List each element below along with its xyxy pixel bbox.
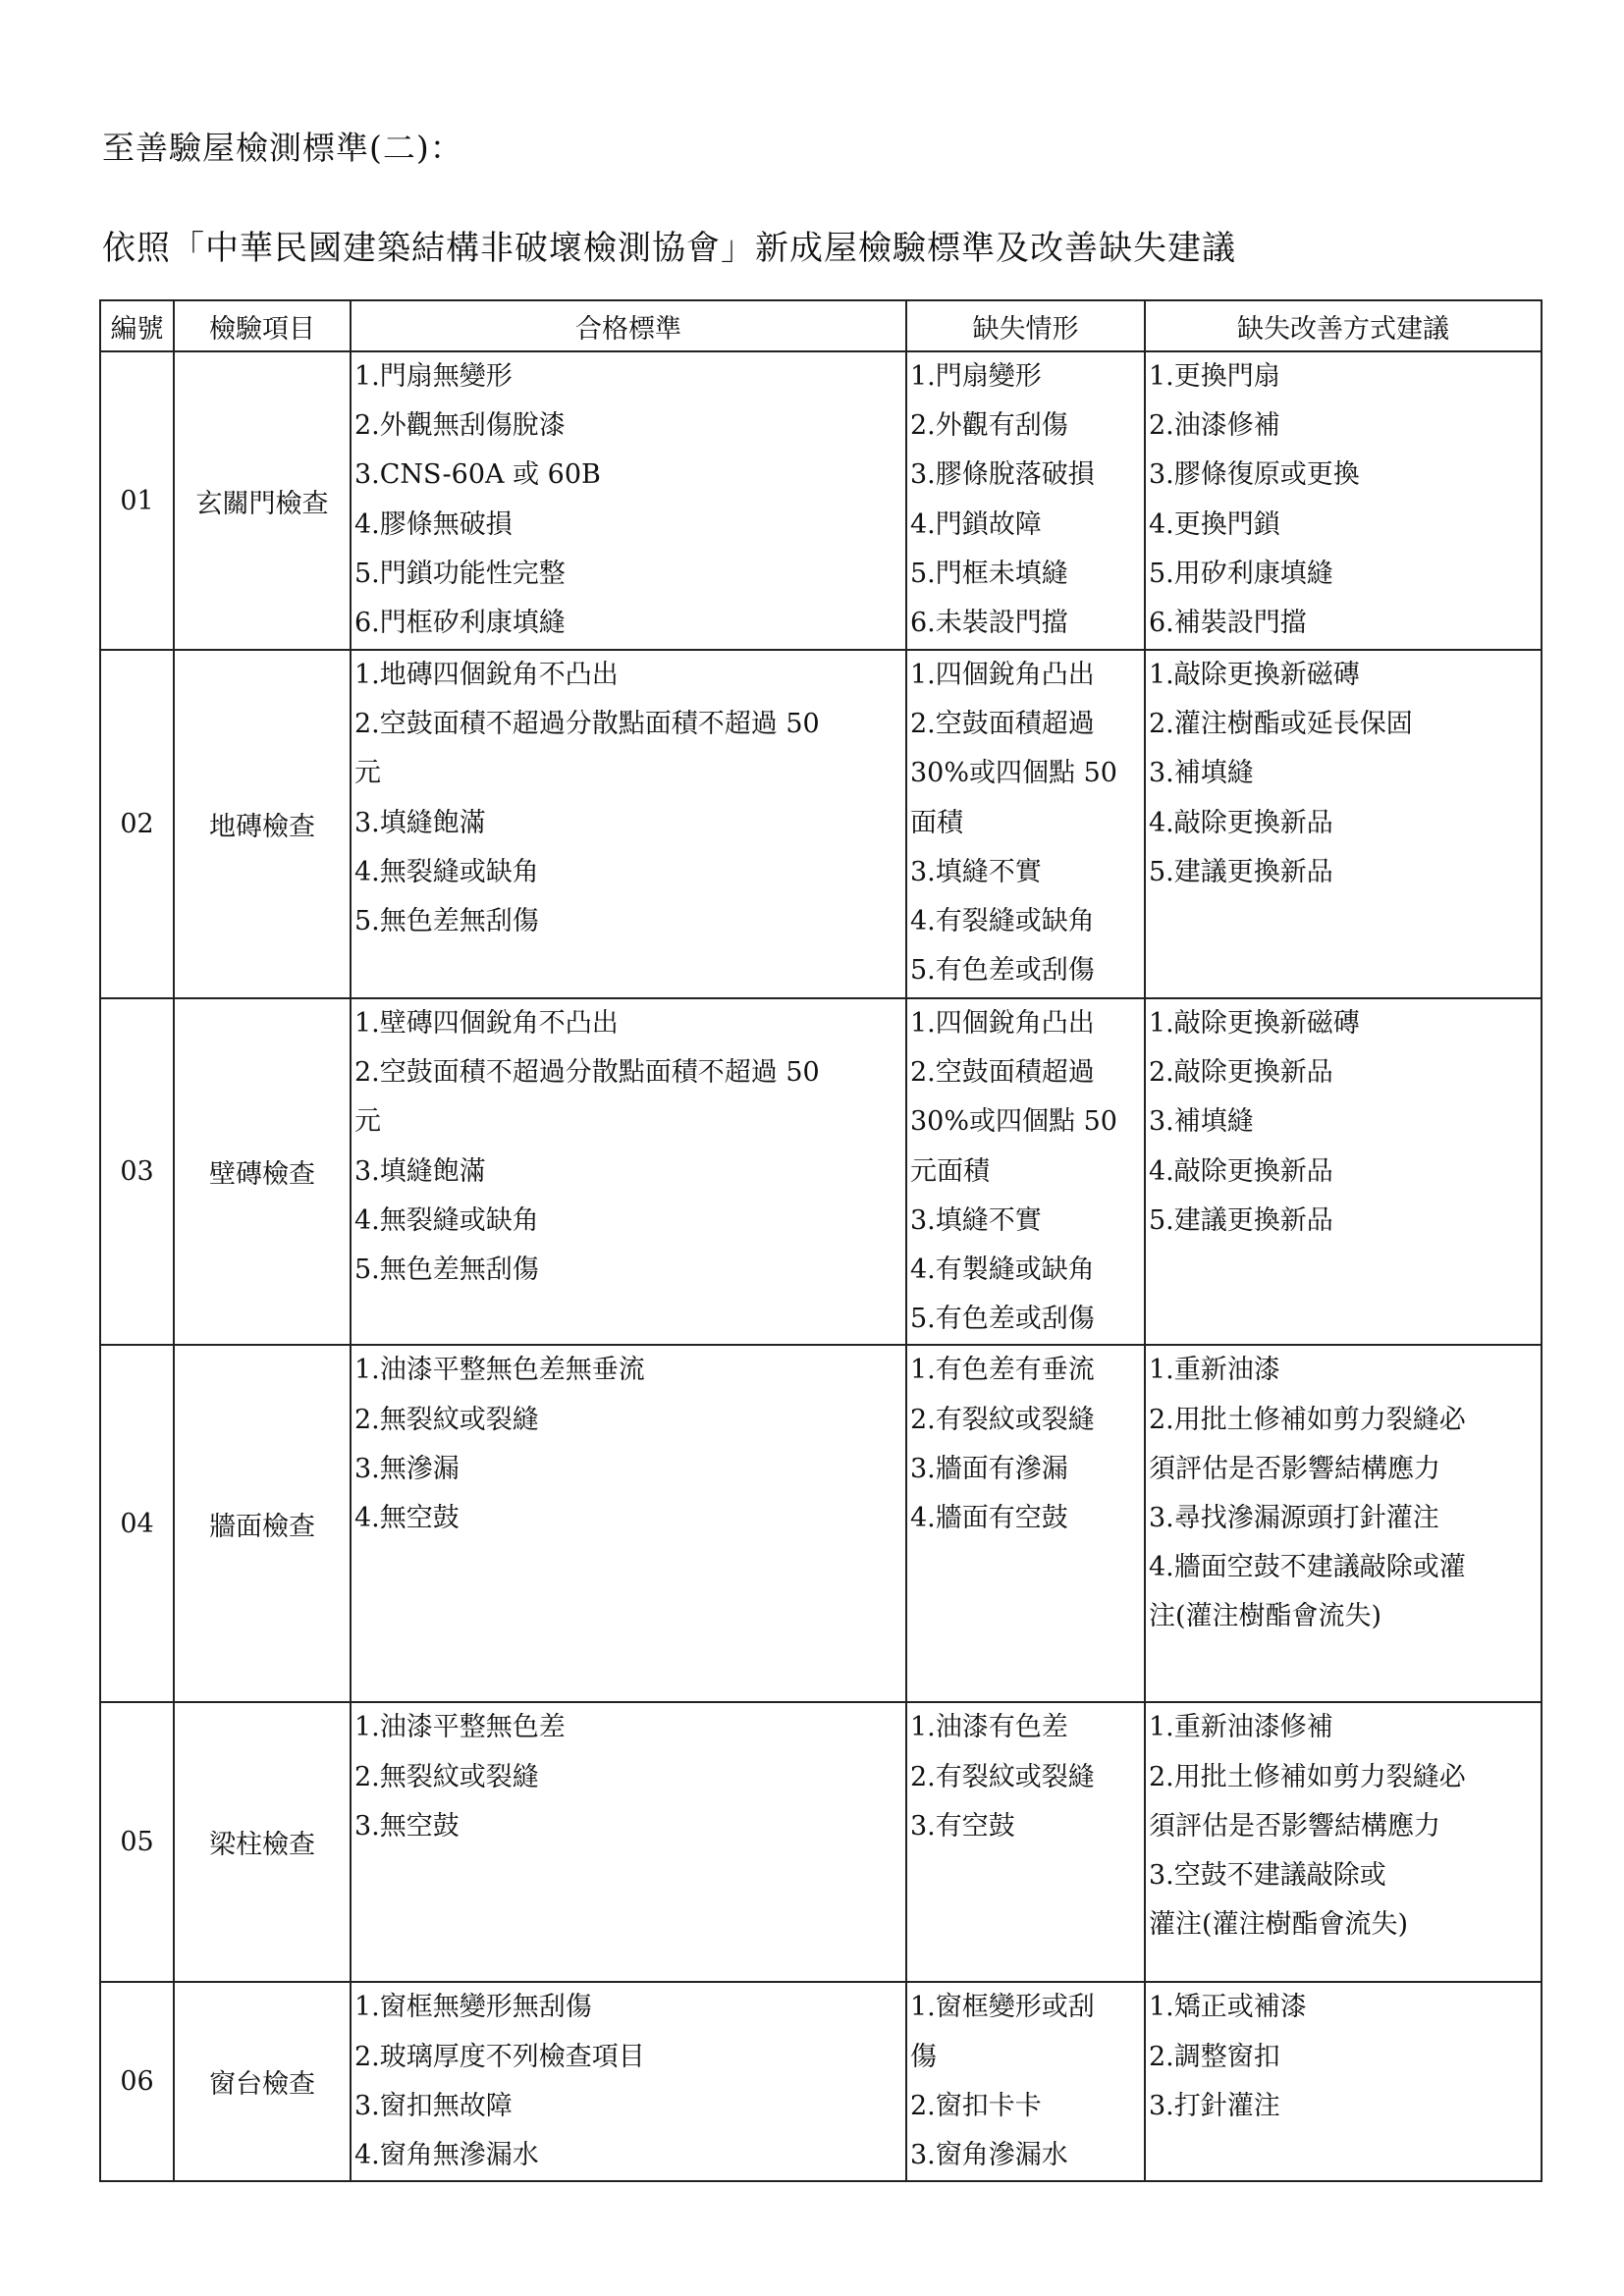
- remedy-suggestion-line: 灌注(灌注樹酯會流失): [1149, 1909, 1409, 1941]
- defect-condition-line: 3.填縫不實: [910, 1204, 1042, 1236]
- remedy-suggestion-line: 4.敲除更換新品: [1149, 1155, 1333, 1187]
- remedy-suggestion-line: 須評估是否影響結構應力: [1149, 1810, 1440, 1842]
- pass-standard-line: 3.無空鼓: [354, 1810, 460, 1842]
- remedy-suggestion-line: 5.用矽利康填縫: [1149, 558, 1333, 589]
- remedy-suggestion-line: 3.補填縫: [1149, 758, 1254, 789]
- defect-condition-line: 2.有裂紋或裂縫: [910, 1404, 1095, 1435]
- remedy-suggestion-line: 6.補裝設門擋: [1149, 608, 1307, 639]
- row-number: 06: [100, 1982, 174, 2181]
- defect-condition-line: 1.門扇變形: [910, 361, 1042, 392]
- table-row: [100, 351, 1542, 650]
- remedy-suggestion-cell: [1145, 1982, 1542, 2181]
- defect-condition-line: 1.油漆有色差: [910, 1712, 1068, 1743]
- table-row: [100, 1982, 1542, 2181]
- pass-standard-line: 2.空鼓面積不超過分散點面積不超過 50: [354, 709, 820, 740]
- defect-condition-line: 5.有色差或刮傷: [910, 955, 1095, 987]
- remedy-suggestion-line: 須評估是否影響結構應力: [1149, 1453, 1440, 1484]
- header-standard: 合格標準: [351, 300, 906, 351]
- defect-condition-line: 1.有色差有垂流: [910, 1355, 1095, 1386]
- defect-condition-cell: [906, 1702, 1145, 1982]
- defect-condition-cell: [906, 351, 1145, 650]
- header-number: 編號: [100, 300, 174, 351]
- pass-standard-line: 元: [354, 1106, 381, 1138]
- header-defects: 缺失情形: [906, 300, 1145, 351]
- row-inspection-item: 壁磚檢查: [174, 998, 351, 1345]
- remedy-suggestion-line: 3.空鼓不建議敲除或: [1149, 1860, 1386, 1892]
- row-inspection-item: 窗台檢查: [174, 1982, 351, 2181]
- remedy-suggestion-line: 1.矯正或補漆: [1149, 1992, 1307, 2023]
- pass-standard-line: 4.無裂縫或缺角: [354, 1204, 539, 1236]
- defect-condition-cell: [906, 998, 1145, 1345]
- defect-condition-line: 4.有製縫或缺角: [910, 1255, 1095, 1286]
- pass-standard-cell: [351, 998, 906, 1345]
- table-header-row: [100, 300, 1542, 351]
- table-row: [100, 650, 1542, 998]
- pass-standard-cell: [351, 1982, 906, 2181]
- defect-condition-line: 4.有裂縫或缺角: [910, 906, 1095, 937]
- pass-standard-line: 元: [354, 758, 381, 789]
- pass-standard-line: 4.無空鼓: [354, 1503, 460, 1534]
- defect-condition-line: 1.窗框變形或刮: [910, 1992, 1095, 2023]
- pass-standard-line: 4.無裂縫或缺角: [354, 856, 539, 887]
- header-item: 檢驗項目: [174, 300, 351, 351]
- remedy-suggestion-line: 1.敲除更換新磁磚: [1149, 660, 1360, 690]
- pass-standard-line: 1.油漆平整無色差無垂流: [354, 1355, 645, 1386]
- defect-condition-line: 2.窗扣卡卡: [910, 2090, 1042, 2121]
- remedy-suggestion-line: 3.尋找滲漏源頭打針灌注: [1149, 1503, 1439, 1534]
- remedy-suggestion-cell: [1145, 998, 1542, 1345]
- remedy-suggestion-cell: [1145, 650, 1542, 998]
- table-row: [100, 1345, 1542, 1702]
- pass-standard-line: 2.外觀無刮傷脫漆: [354, 410, 566, 442]
- remedy-suggestion-line: 2.敲除更換新品: [1149, 1057, 1333, 1089]
- defect-condition-line: 1.四個銳角凸出: [910, 1008, 1095, 1039]
- defect-condition-line: 2.外觀有刮傷: [910, 410, 1068, 442]
- defect-condition-line: 3.膠條脫落破損: [910, 459, 1095, 491]
- remedy-suggestion-line: 1.更換門扇: [1149, 361, 1280, 392]
- pass-standard-cell: [351, 351, 906, 650]
- pass-standard-line: 3.填縫飽滿: [354, 807, 486, 838]
- remedy-suggestion-line: 2.油漆修補: [1149, 410, 1280, 442]
- defect-condition-line: 2.有裂紋或裂縫: [910, 1761, 1095, 1792]
- defect-condition-line: 1.四個銳角凸出: [910, 660, 1095, 690]
- remedy-suggestion-line: 1.重新油漆: [1149, 1355, 1280, 1386]
- pass-standard-cell: [351, 650, 906, 998]
- remedy-suggestion-line: 3.打針灌注: [1149, 2090, 1280, 2121]
- remedy-suggestion-line: 2.用批土修補如剪力裂縫必: [1149, 1404, 1466, 1435]
- remedy-suggestion-cell: [1145, 351, 1542, 650]
- pass-standard-line: 2.無裂紋或裂縫: [354, 1761, 539, 1792]
- remedy-suggestion-line: 4.牆面空鼓不建議敲除或灌: [1149, 1552, 1466, 1583]
- defect-condition-cell: [906, 650, 1145, 998]
- pass-standard-line: 3.窗扣無故障: [354, 2090, 513, 2121]
- pass-standard-line: 4.膠條無破損: [354, 508, 513, 540]
- pass-standard-line: 1.窗框無變形無刮傷: [354, 1992, 592, 2023]
- pass-standard-line: 1.油漆平整無色差: [354, 1712, 566, 1743]
- table-row: [100, 1702, 1542, 1982]
- defect-condition-line: 4.門鎖故障: [910, 508, 1042, 540]
- row-number: 04: [100, 1345, 174, 1702]
- table-row: [100, 998, 1542, 1345]
- defect-condition-line: 3.填縫不實: [910, 856, 1042, 887]
- remedy-suggestion-line: 1.敲除更換新磁磚: [1149, 1008, 1360, 1039]
- defect-condition-line: 3.窗角滲漏水: [910, 2140, 1068, 2171]
- row-number: 02: [100, 650, 174, 998]
- pass-standard-line: 3.填縫飽滿: [354, 1155, 486, 1187]
- remedy-suggestion-line: 注(灌注樹酯會流失): [1149, 1601, 1382, 1632]
- pass-standard-line: 1.地磚四個銳角不凸出: [354, 660, 619, 690]
- defect-condition-cell: [906, 1982, 1145, 2181]
- pass-standard-line: 4.窗角無滲漏水: [354, 2140, 539, 2171]
- pass-standard-line: 2.空鼓面積不超過分散點面積不超過 50: [354, 1057, 820, 1089]
- remedy-suggestion-line: 3.補填縫: [1149, 1106, 1254, 1138]
- pass-standard-line: 6.門框矽利康填縫: [354, 608, 566, 639]
- pass-standard-line: 5.無色差無刮傷: [354, 906, 539, 937]
- defect-condition-line: 2.空鼓面積超過: [910, 1057, 1095, 1089]
- defect-condition-line: 5.有色差或刮傷: [910, 1304, 1095, 1335]
- row-number: 03: [100, 998, 174, 1345]
- defect-condition-line: 30%或四個點 50: [910, 1106, 1117, 1138]
- pass-standard-line: 2.無裂紋或裂縫: [354, 1404, 539, 1435]
- pass-standard-line: 3.無滲漏: [354, 1453, 460, 1484]
- remedy-suggestion-line: 2.灌注樹酯或延長保固: [1149, 709, 1413, 740]
- remedy-suggestion-line: 2.用批土修補如剪力裂縫必: [1149, 1761, 1466, 1792]
- remedy-suggestion-cell: [1145, 1702, 1542, 1982]
- inspection-standards-table: [99, 299, 1543, 2182]
- defect-condition-line: 面積: [910, 807, 963, 838]
- pass-standard-line: 5.無色差無刮傷: [354, 1255, 539, 1286]
- defect-condition-cell: [906, 1345, 1145, 1702]
- remedy-suggestion-cell: [1145, 1345, 1542, 1702]
- pass-standard-cell: [351, 1345, 906, 1702]
- remedy-suggestion-line: 3.膠條復原或更換: [1149, 459, 1360, 491]
- row-inspection-item: 牆面檢查: [174, 1345, 351, 1702]
- row-number: 01: [100, 351, 174, 650]
- row-inspection-item: 玄關門檢查: [174, 351, 351, 650]
- row-inspection-item: 梁柱檢查: [174, 1702, 351, 1982]
- pass-standard-line: 1.壁磚四個銳角不凸出: [354, 1008, 619, 1039]
- defect-condition-line: 4.牆面有空鼓: [910, 1503, 1068, 1534]
- pass-standard-line: 3.CNS-60A 或 60B: [354, 459, 601, 491]
- page-subheading: 依照「中華民國建築結構非破壞檢測協會」新成屋檢驗標準及改善缺失建議: [102, 229, 1236, 268]
- page-heading: 至善驗屋檢測標準(二)：: [102, 129, 463, 167]
- row-number: 05: [100, 1702, 174, 1982]
- defect-condition-line: 3.有空鼓: [910, 1810, 1015, 1842]
- defect-condition-line: 傷: [910, 2041, 937, 2072]
- remedy-suggestion-line: 5.建議更換新品: [1149, 1204, 1333, 1236]
- defect-condition-line: 3.牆面有滲漏: [910, 1453, 1068, 1484]
- defect-condition-line: 元面積: [910, 1155, 990, 1187]
- remedy-suggestion-line: 1.重新油漆修補: [1149, 1712, 1333, 1743]
- header-remedy: 缺失改善方式建議: [1145, 300, 1542, 351]
- defect-condition-line: 6.未裝設門擋: [910, 608, 1068, 639]
- remedy-suggestion-line: 2.調整窗扣: [1149, 2041, 1280, 2072]
- defect-condition-line: 30%或四個點 50: [910, 758, 1117, 789]
- remedy-suggestion-line: 4.更換門鎖: [1149, 508, 1280, 540]
- remedy-suggestion-line: 4.敲除更換新品: [1149, 807, 1333, 838]
- row-inspection-item: 地磚檢查: [174, 650, 351, 998]
- pass-standard-line: 2.玻璃厚度不列檢查項目: [354, 2041, 645, 2072]
- pass-standard-line: 1.門扇無變形: [354, 361, 513, 392]
- pass-standard-cell: [351, 1702, 906, 1982]
- remedy-suggestion-line: 5.建議更換新品: [1149, 856, 1333, 887]
- pass-standard-line: 5.門鎖功能性完整: [354, 558, 566, 589]
- defect-condition-line: 2.空鼓面積超過: [910, 709, 1095, 740]
- defect-condition-line: 5.門框未填縫: [910, 558, 1068, 589]
